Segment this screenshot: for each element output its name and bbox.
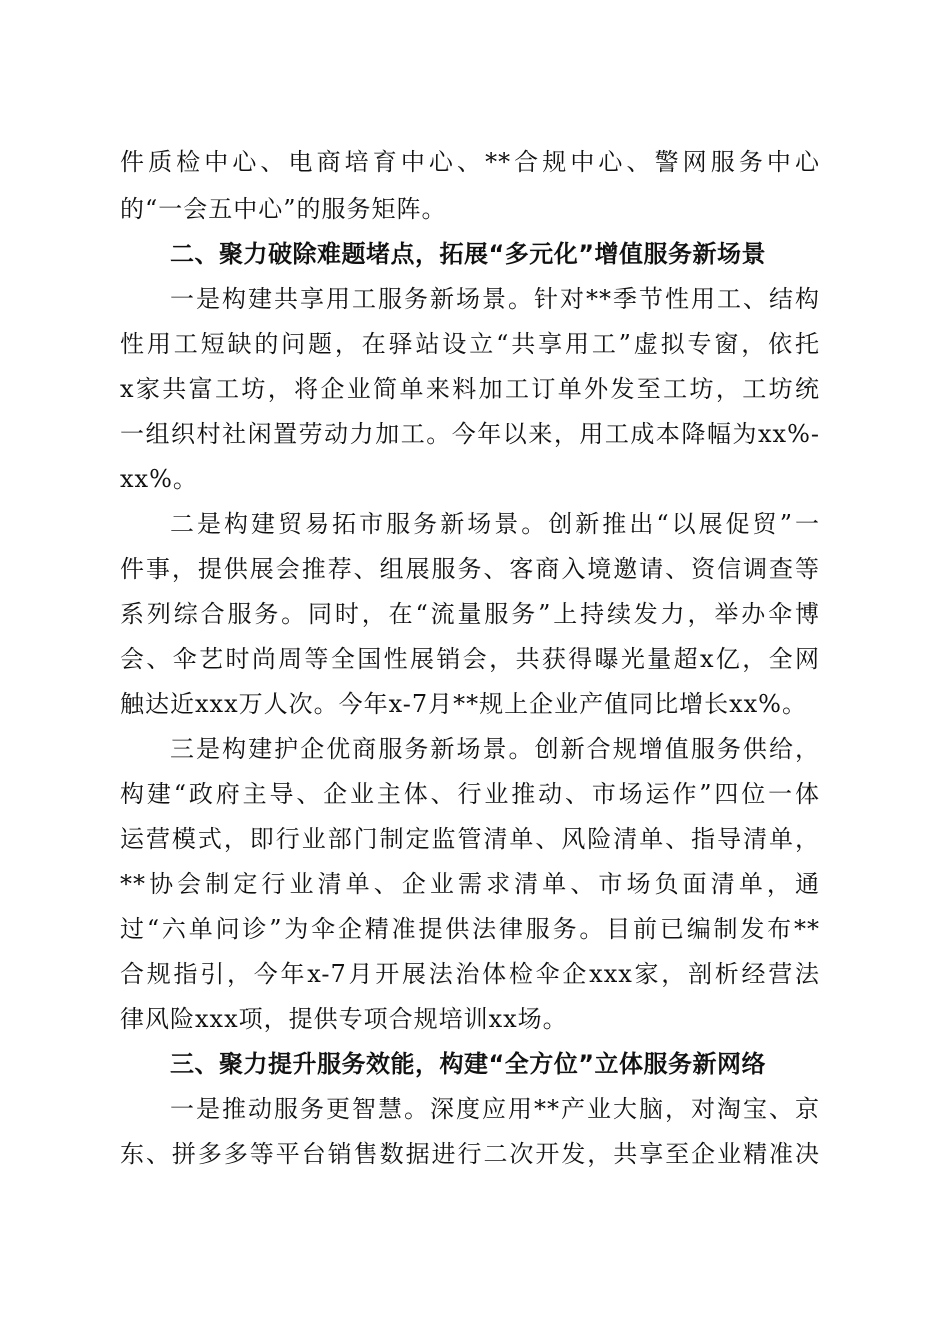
paragraph-line: 系列综合服务。同时，在“流量服务”上持续发力，举办伞博 xyxy=(120,600,820,628)
paragraph-line: 三是构建护企优商服务新场景。创新合规增值服务供给， xyxy=(170,735,820,763)
paragraph-line: xx%。 xyxy=(120,465,198,493)
paragraph-line: 的“一会五中心”的服务矩阵。 xyxy=(120,195,447,223)
section-heading: 三、聚力提升服务效能，构建“全方位”立体服务新网络 xyxy=(170,1050,767,1078)
paragraph-line: 性用工短缺的问题，在驿站设立“共享用工”虚拟专窗，依托 xyxy=(120,330,820,358)
section-heading: 二、聚力破除难题堵点，拓展“多元化”增值服务新场景 xyxy=(170,240,767,268)
paragraph-line: 触达近xxx万人次。今年x-7月**规上企业产值同比增长xx%。 xyxy=(120,690,807,718)
paragraph-line: 二是构建贸易拓市服务新场景。创新推出“以展促贸”一 xyxy=(170,510,820,538)
paragraph-line: 过“六单问诊”为伞企精准提供法律服务。目前已编制发布** xyxy=(120,915,820,943)
paragraph-line: 运营模式，即行业部门制定监管清单、风险清单、指导清单， xyxy=(120,825,820,853)
paragraph-line: 一组织村社闲置劳动力加工。今年以来，用工成本降幅为xx%- xyxy=(120,420,820,448)
paragraph-line: 合规指引，今年x-7月开展法治体检伞企xxx家，剖析经营法 xyxy=(120,960,820,988)
paragraph-line: 件质检中心、电商培育中心、**合规中心、警网服务中心 xyxy=(120,148,820,176)
paragraph-line: 一是推动服务更智慧。深度应用**产业大脑，对淘宝、京 xyxy=(170,1095,820,1123)
paragraph-line: 律风险xxx项，提供专项合规培训xx场。 xyxy=(120,1005,568,1033)
paragraph-line: 构建“政府主导、企业主体、行业推动、市场运作”四位一体 xyxy=(120,780,820,808)
paragraph-line: 一是构建共享用工服务新场景。针对**季节性用工、结构 xyxy=(170,285,820,313)
paragraph-line: **协会制定行业清单、企业需求清单、市场负面清单，通 xyxy=(120,870,820,898)
paragraph-line: 件事，提供展会推荐、组展服务、客商入境邀请、资信调查等 xyxy=(120,555,820,583)
paragraph-line: x家共富工坊，将企业简单来料加工订单外发至工坊，工坊统 xyxy=(120,375,820,403)
paragraph-line: 会、伞艺时尚周等全国性展销会，共获得曝光量超x亿，全网 xyxy=(120,645,820,673)
paragraph-line: 东、拼多多等平台销售数据进行二次开发，共享至企业精准决 xyxy=(120,1140,820,1168)
